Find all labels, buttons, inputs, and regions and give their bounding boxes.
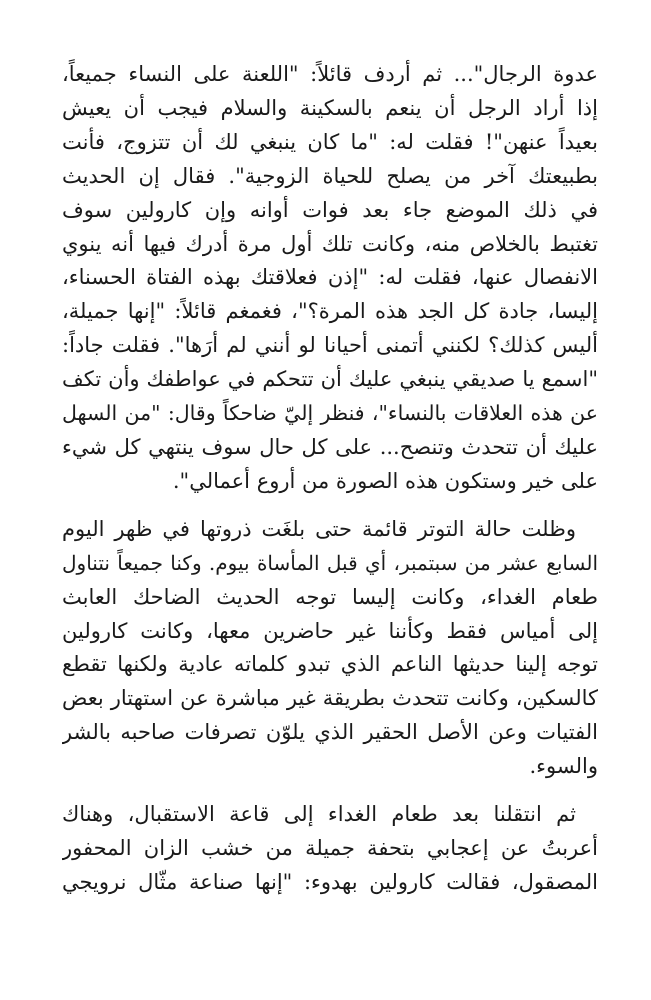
text-line: تغتبط بالخلاص منه، وكانت تلك أول مرة أدرك فيها أنه ينوي (62, 231, 598, 256)
text-line: الانفصال عنها، فقلت له: "إذن فعلاقتك بهذه الفتاة الحسناء، (62, 265, 598, 290)
text-line: "اسمع يا صديقي ينبغي عليك أن تتحكم في عواطفك وأن تكف (62, 367, 598, 392)
text-line: السابع عشر من سبتمبر، أي قبل المأساة بيوم. وكنا جميعاً نتناول (62, 550, 598, 575)
text-line: توجه إلينا حديثها الناعم الذي تبدو كلماته عادية ولكنها تقطع (62, 652, 598, 677)
text-line: وظلت حالة التوتر قائمة حتى بلغَت ذروتها في ظهر اليوم (62, 516, 576, 541)
paragraph-1 (62, 58, 598, 499)
text-line: إذا أراد الرجل أن ينعم بالسكينة والسلام فيجب أن يعيش (62, 95, 598, 120)
text-line: ثم انتقلنا بعد طعام الغداء إلى قاعة الاستقبال، وهناك (62, 802, 576, 827)
text-line: عن هذه العلاقات بالنساء"، فنظر إليّ ضاحكاً وقال: "من السهل (62, 401, 598, 426)
text-line: إليسا، جادة كل الجد هذه المرة؟"، فغمغم قائلاً: "إنها جميلة، (62, 299, 598, 324)
text-line: المصقول، فقالت كارولين بهدوء: "إنها صناعة مثّال نرويجي (62, 869, 598, 894)
text-line: أليس كذلك؟ لكنني أتمنى أحيانا لو أنني لم أرَها". فقلت جاداً: (62, 333, 598, 358)
text-line: عليك أن تتحدث وتنصح... على كل حال سوف ينتهي كل شيء (62, 434, 598, 459)
text-line: والسوء. (529, 754, 598, 779)
text-line: بطبيعتك آخر من يصلح للحياة الزوجية". فقال إن الحديث (62, 163, 598, 188)
text-line: إلى أمياس فقط وكأننا غير حاضرين معها، وكانت كارولين (62, 618, 598, 643)
text-line: طعام الغداء، وكانت إليسا توجه الحديث الضاحك العابث (62, 584, 598, 609)
text-line: في ذلك الموضع جاء بعد فوات أوانه وإن كارولين سوف (62, 197, 598, 222)
text-line: كالسكين، وكانت تتحدث بطريقة غير مباشرة عن استهتار بعض (62, 686, 598, 711)
text-line: على خير وستكون هذه الصورة من أروع أعمالي". (172, 468, 598, 493)
paragraph-2 (62, 513, 598, 784)
text-line: عدوة الرجال"... ثم أردف قائلاً: "اللعنة على النساء جميعاً، (62, 62, 598, 86)
book-page (0, 58, 651, 900)
paragraph-3 (62, 798, 598, 900)
text-line: بعيداً عنهن"! فقلت له: "ما كان ينبغي لك أن تتزوج، فأنت (62, 129, 598, 154)
text-line: أعربتُ عن إعجابي بتحفة جميلة من خشب الزان المحفور (62, 835, 598, 860)
text-line: الفتيات وعن الأصل الحقير الذي يلوّن تصرفات صاحبه بالشر (62, 720, 598, 745)
